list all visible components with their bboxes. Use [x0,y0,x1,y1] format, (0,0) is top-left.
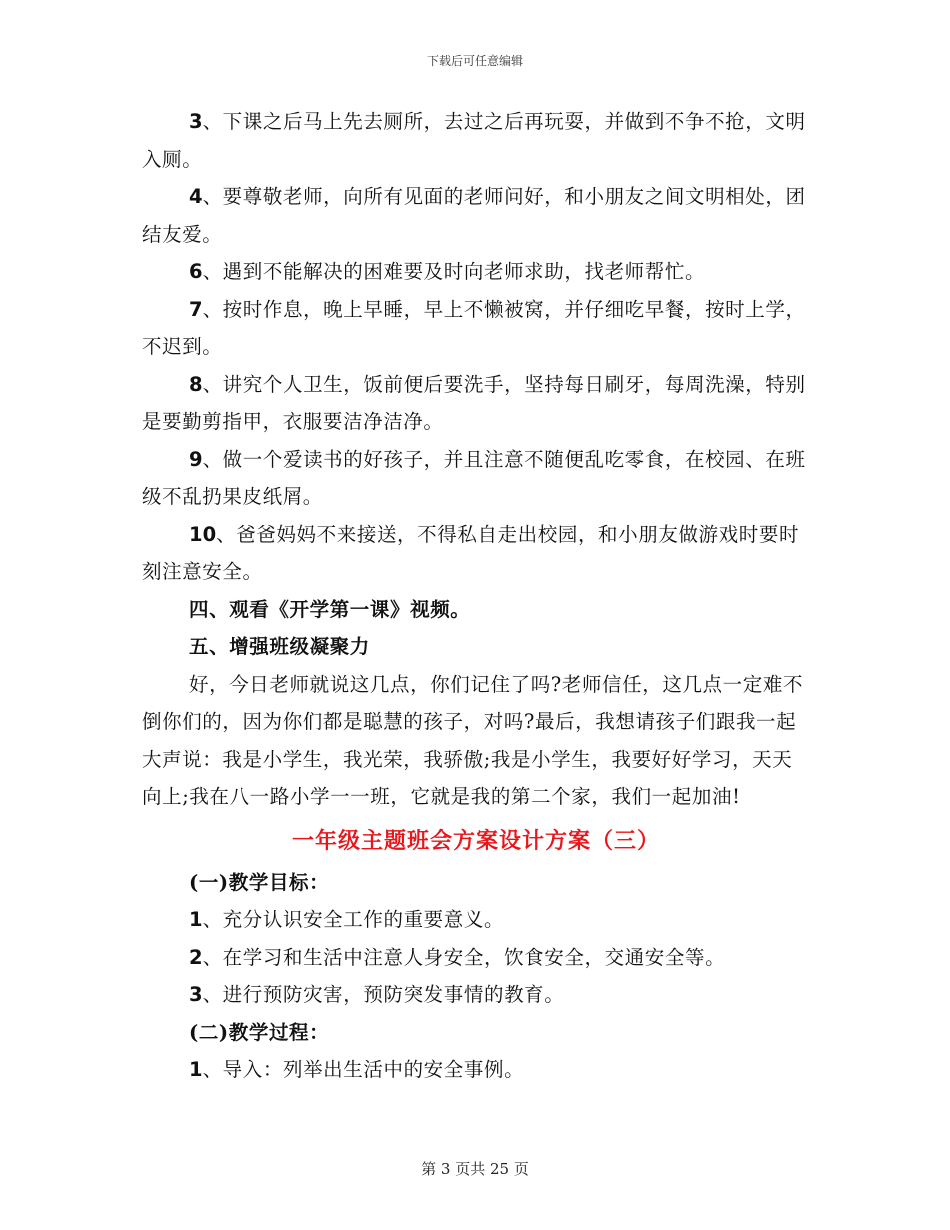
item-text: 、讲究个人卫生，饭前便后要洗手，坚持每日刷牙，每周洗澡，特别是要勤剪指甲，衣服要洁净洁净。 [142,372,806,433]
item-text: 、在学习和生活中注意人身安全，饮食安全，交通安全等。 [202,945,726,969]
list-item [142,976,810,1014]
item-text: 、下课之后马上先去厕所，去过之后再玩耍，并做到不争不抢，文明入厕。 [142,110,806,171]
list-item [142,291,810,366]
closing-paragraph: 好，今日老师就说这几点，你们记住了吗?老师信任，这几点一定难不倒你们的，因为你们都是聪慧的孩子，对吗?最后，我想请孩子们跟我一起大声说：我是小学生，我光荣，我骄傲;我是小学生，我要好好学习，天天向上;我在八一路小学一一班，它就是我的第二个家，我们一起加油! [142,672,804,808]
item-text: 、进行预防灾害，预防突发事情的教育。 [202,983,565,1006]
item-text: 、充分认识安全工作的重要意义。 [202,908,505,931]
list-item [142,253,810,291]
goals-heading: (一)教学目标： [189,870,330,894]
section-heading-5: 五、增强班级凝聚力 [189,635,370,658]
item-number: 3 [189,110,203,133]
list-item [142,516,810,591]
item-text: 、遇到不能解决的困难要及时向老师求助，找老师帮忙。 [202,260,706,283]
item-number: 1 [189,908,203,931]
page-header: 下载后可任意编辑 [426,54,523,68]
item-text: 、导入：列举出生活中的安全事例。 [202,1058,525,1081]
document-body [142,103,810,1089]
item-text: 、按时作息，晚上早睡，早上不懒被窝，并仔细吃早餐，按时上学，不迟到。 [142,297,806,358]
item-text: 、做一个爱读书的好孩子，并且注意不随便乱吃零食，在校园、在班级不乱扔果皮纸屑。 [142,447,806,508]
item-number: 7 [189,297,203,321]
section-title: 一年级主题班会方案设计方案（三） [291,827,660,854]
list-item [142,441,810,516]
list-item [142,103,810,178]
section-heading-4: 四、观看《开学第一课》视频。 [189,597,471,621]
list-item [142,939,810,977]
list-item [142,366,810,441]
item-number: 4 [189,185,203,208]
list-item [142,1051,810,1089]
item-number: 9 [189,447,203,471]
list-item [142,178,810,253]
item-number: 1 [189,1058,203,1081]
page-footer: 第 3 页共 25 页 [421,1160,529,1178]
list-item [142,901,810,939]
item-number: 8 [189,372,203,396]
item-text: 、要尊敬老师，向所有见面的老师问好，和小朋友之间文明相处，团结友爱。 [142,185,806,246]
item-text: 、爸爸妈妈不来接送，不得私自走出校园，和小朋友做游戏时要时刻注意安全。 [142,522,800,583]
item-number: 10 [189,522,217,546]
item-number: 6 [189,260,203,283]
process-heading: (二)教学过程： [189,1020,330,1044]
item-number: 2 [189,945,203,969]
item-number: 3 [189,983,203,1006]
